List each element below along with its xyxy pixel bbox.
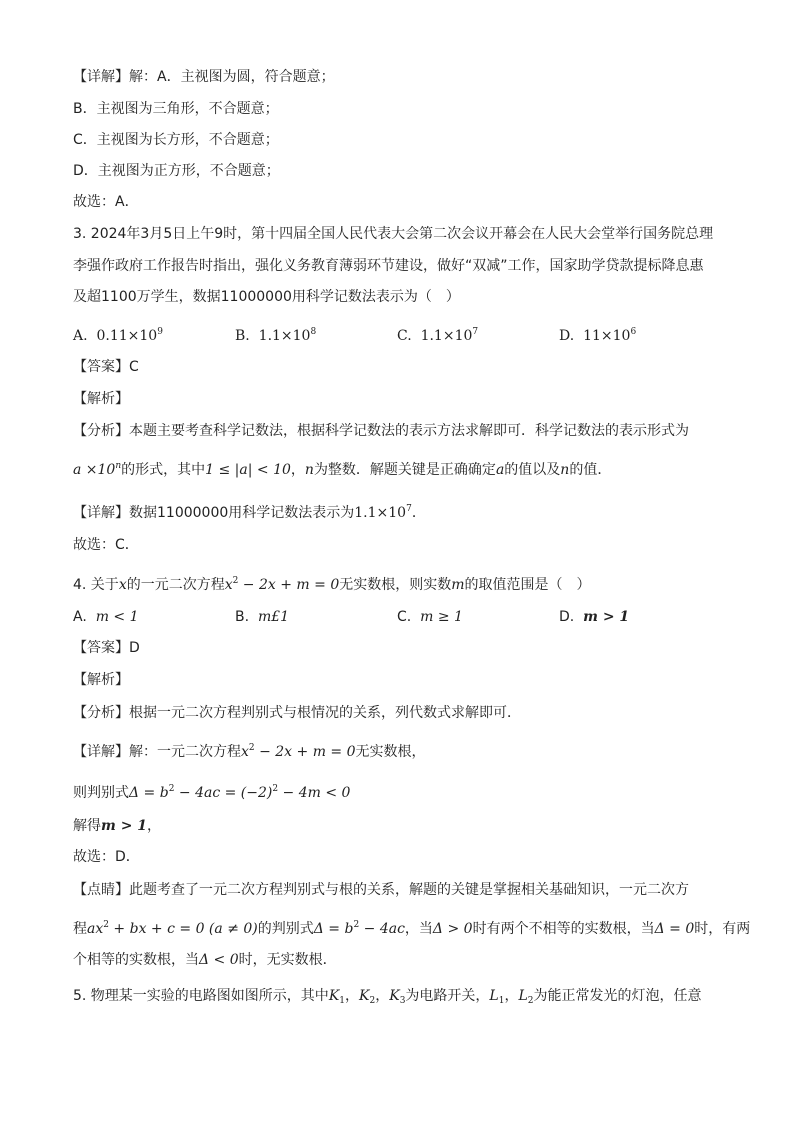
q3-option-c: C. $1.1\times 10^7$ bbox=[397, 327, 479, 344]
q4-option-c: C. m ≥ 1 bbox=[397, 609, 463, 625]
q4-option-a: A. m < 1 bbox=[73, 609, 139, 625]
comment-line-2: 程$ax^2$ + bx + c = 0 (a ≠ 0)的判别式$\Delta = b^2 - 4ac$，当Δ > 0时有两个不相等的实数根，当Δ = 0时，有两 bbox=[73, 920, 751, 937]
detail-4: 【详解】解：一元二次方程$x^2 - 2x + m = 0$无实数根， bbox=[73, 743, 426, 760]
analysis-4-heading: 【解析】 bbox=[73, 672, 129, 688]
q4-option-d: D. m > 1 bbox=[559, 609, 630, 625]
discriminant-line: 则判别式$\Delta = b^2 - 4ac = (-2)^2 - 4m < 0$ bbox=[73, 784, 351, 801]
option-d-line: D．主视图为正方形，不合题意； bbox=[73, 163, 280, 179]
detail-line: 【详解】解：A．主视图为圆，符合题意； bbox=[73, 69, 335, 85]
question-3-line-3: 及超1100万学生，数据11000000用科学记数法表示为（ ） bbox=[73, 289, 460, 305]
comment-line-3: 个相等的实数根，当Δ < 0时，无实数根． bbox=[73, 952, 337, 968]
question-5: 5. 物理某一实验的电路图如图所示，其中$K_1$，$K_2$，$K_3$为电路开关，$L_1$，$L_2$为能正常发光的灯泡，任意 bbox=[73, 988, 702, 1006]
q3-option-a: A. $0.11\times 10^9$ bbox=[73, 327, 163, 344]
choice-3: 故选：C． bbox=[73, 537, 139, 553]
analysis-3-heading: 【解析】 bbox=[73, 391, 129, 407]
solution-line: 解得m > 1， bbox=[73, 818, 162, 834]
answer-4: 【答案】D bbox=[73, 640, 140, 656]
question-3-line-1: 3. 2024年3月5日上午9时，第十四届全国人民代表大会第二次会议开幕会在人民大会堂举行国务院总理 bbox=[73, 226, 714, 242]
question-3-line-2: 李强作政府工作报告时指出，强化义务教育薄弱环节建设，做好“双减”工作，国家助学贷款提标降息惠 bbox=[73, 258, 704, 274]
choice-line: 故选：A． bbox=[73, 194, 139, 210]
q4-option-b: B. m£1 bbox=[235, 609, 290, 625]
analysis-4: 【分析】根据一元二次方程判别式与根情况的关系，列代数式求解即可． bbox=[73, 705, 521, 721]
option-b-line: B．主视图为三角形，不合题意； bbox=[73, 101, 279, 117]
q3-option-b: B. $1.1\times 10^8$ bbox=[235, 327, 317, 344]
question-4: 4. 关于x的一元二次方程$x^2 - 2x + m = 0$无实数根，则实数m的取值范围是（ ） bbox=[73, 576, 591, 593]
analysis-3-line-1: 【分析】本题主要考查科学记数法，根据科学记数法的表示方法求解即可．科学记数法的表示形式为 bbox=[73, 423, 689, 439]
detail-3: 【详解】数据11000000用科学记数法表示为$1.1\times 10^7$． bbox=[73, 504, 426, 521]
comment-line-1: 【点睛】此题考查了一元二次方程判别式与根的关系，解题的关键是掌握相关基础知识，一元二次方 bbox=[73, 882, 689, 898]
option-c-line: C．主视图为长方形，不合题意； bbox=[73, 132, 279, 148]
answer-3: 【答案】C bbox=[73, 359, 139, 375]
q3-option-d: D. $11\times 10^6$ bbox=[559, 327, 637, 344]
choice-4: 故选：D． bbox=[73, 849, 140, 865]
analysis-3-line-2: $a \times 10^n$的形式，其中1 ≤ |a| < 10，n为整数．解题关键是正确确定a的值以及n的值． bbox=[73, 461, 612, 478]
